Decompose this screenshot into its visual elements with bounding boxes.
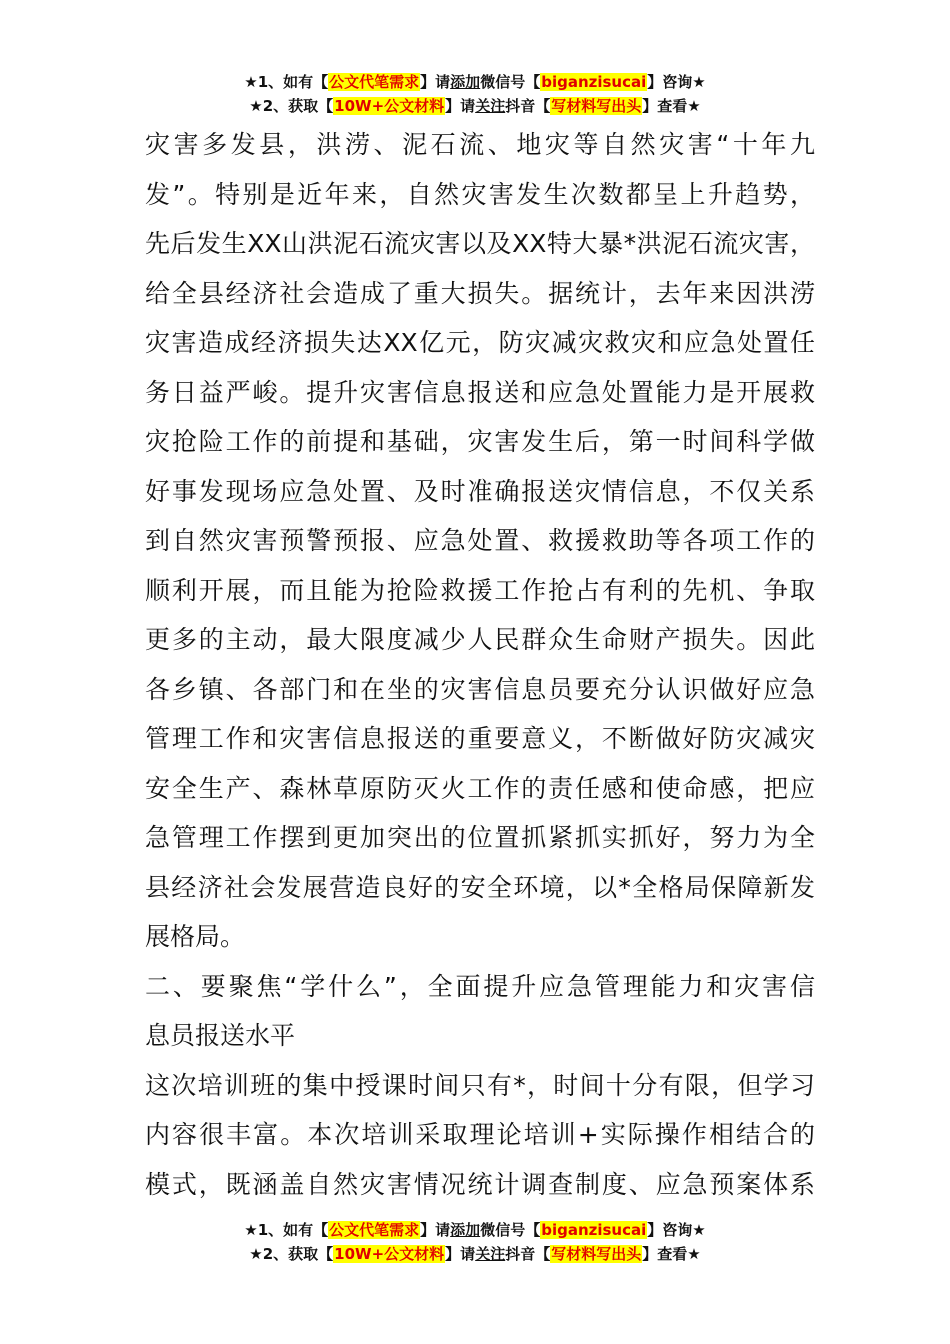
text-line: 务日益严峻。提升灾害信息报送和应急处置能力是开展救 xyxy=(145,377,815,407)
star-icon: ★ xyxy=(687,1245,701,1263)
banner-text: 1、如有【 xyxy=(257,73,329,91)
text-line: 安全生产、森林草原防灭火工作的责任感和使命感，把应 xyxy=(145,773,815,803)
text-line: 灾害多发县，洪涝、泥石流、地灾等自然灾害“十年九 xyxy=(145,130,815,159)
star-icon: ★ xyxy=(249,1245,263,1263)
text-line: 急管理工作摆到更加突出的位置抓紧抓实抓好，努力为全 xyxy=(145,823,815,852)
text-line: 各乡镇、各部门和在坐的灾害信息员要充分认识做好应急 xyxy=(145,674,815,704)
banner-text: 】查看 xyxy=(642,1245,688,1263)
banner-line-1 xyxy=(0,1218,950,1242)
text-line: 好事发现场应急处置、及时准确报送灾情信息，不仅关系 xyxy=(145,476,815,506)
star-icon: ★ xyxy=(244,1221,258,1239)
section-heading-line: 息员报送水平 xyxy=(145,1021,296,1050)
text-line: 县经济社会发展营造良好的安全环境，以*全格局保障新发 xyxy=(145,872,815,902)
text-line: 到自然灾害预警预报、应急处置、救援救助等各项工作的 xyxy=(145,526,815,555)
banner-text: 】咨询 xyxy=(647,73,693,91)
footer-banner xyxy=(0,1218,950,1266)
banner-text: 抖音【 xyxy=(505,97,551,115)
banner-text: 微信号【 xyxy=(480,73,541,91)
highlight-service: 公文代笔需求 xyxy=(329,73,420,91)
document-body xyxy=(145,120,815,1209)
highlight-service: 公文代笔需求 xyxy=(329,1221,420,1239)
banner-text: 】咨询 xyxy=(647,1221,693,1239)
section-heading-line: 二、要聚焦“学什么”，全面提升应急管理能力和灾害信 xyxy=(145,971,815,1001)
banner-text: 】查看 xyxy=(642,97,688,115)
text-line: 顺利开展，而且能为抢险救援工作抢占有利的先机、争取 xyxy=(145,575,815,605)
text-line: 给全县经济社会造成了重大损失。据统计，去年来因洪涝 xyxy=(145,278,815,308)
text-line: 模式，既涵盖自然灾害情况统计调查制度、应急预案体系 xyxy=(145,1169,815,1199)
banner-emphasis: 添加 xyxy=(450,73,481,91)
banner-line-2 xyxy=(0,1242,950,1266)
banner-line-2 xyxy=(0,94,950,118)
highlight-douyin-account: 写材料写出头 xyxy=(551,1245,642,1263)
banner-text: 1、如有【 xyxy=(257,1221,329,1239)
banner-text: 】请 xyxy=(445,97,476,115)
text-line: 先后发生XX山洪泥石流灾害以及XX特大暴*洪泥石流灾害， xyxy=(145,229,815,258)
highlight-douyin-account: 写材料写出头 xyxy=(551,97,642,115)
text-line: 灾害造成经济损失达XX亿元，防灾减灾救灾和应急处置任 xyxy=(145,328,815,357)
text-line: 内容很丰富。本次培训采取理论培训+实际操作相结合的 xyxy=(145,1120,815,1149)
banner-text: 】请 xyxy=(445,1245,476,1263)
star-icon: ★ xyxy=(692,73,706,91)
star-icon: ★ xyxy=(244,73,258,91)
banner-emphasis: 关注 xyxy=(475,1245,506,1263)
star-icon: ★ xyxy=(687,97,701,115)
text-line: 这次培训班的集中授课时间只有*，时间十分有限，但学习 xyxy=(145,1070,815,1100)
banner-line-1 xyxy=(0,70,950,94)
banner-text: 2、获取【 xyxy=(262,97,334,115)
banner-text: 抖音【 xyxy=(505,1245,551,1263)
text-line: 发”。特别是近年来，自然灾害发生次数都呈上升趋势， xyxy=(145,179,815,209)
text-line: 更多的主动，最大限度减少人民群众生命财产损失。因此 xyxy=(145,625,815,654)
banner-text: 2、获取【 xyxy=(262,1245,334,1263)
star-icon: ★ xyxy=(249,97,263,115)
text-line: 展格局。 xyxy=(145,922,246,951)
banner-emphasis: 添加 xyxy=(450,1221,481,1239)
highlight-wechat-id: biganzisucai xyxy=(541,1221,647,1239)
banner-text: 】请 xyxy=(420,1221,451,1239)
header-banner xyxy=(0,70,950,118)
highlight-wechat-id: biganzisucai xyxy=(541,73,647,91)
banner-emphasis: 关注 xyxy=(475,97,506,115)
banner-text: 微信号【 xyxy=(480,1221,541,1239)
banner-text: 】请 xyxy=(420,73,451,91)
text-line: 灾抢险工作的前提和基础，灾害发生后，第一时间科学做 xyxy=(145,427,815,456)
text-line: 管理工作和灾害信息报送的重要意义，不断做好防灾减灾 xyxy=(145,724,815,753)
highlight-materials: 10W+公文材料 xyxy=(334,1245,445,1263)
highlight-materials: 10W+公文材料 xyxy=(334,97,445,115)
star-icon: ★ xyxy=(692,1221,706,1239)
